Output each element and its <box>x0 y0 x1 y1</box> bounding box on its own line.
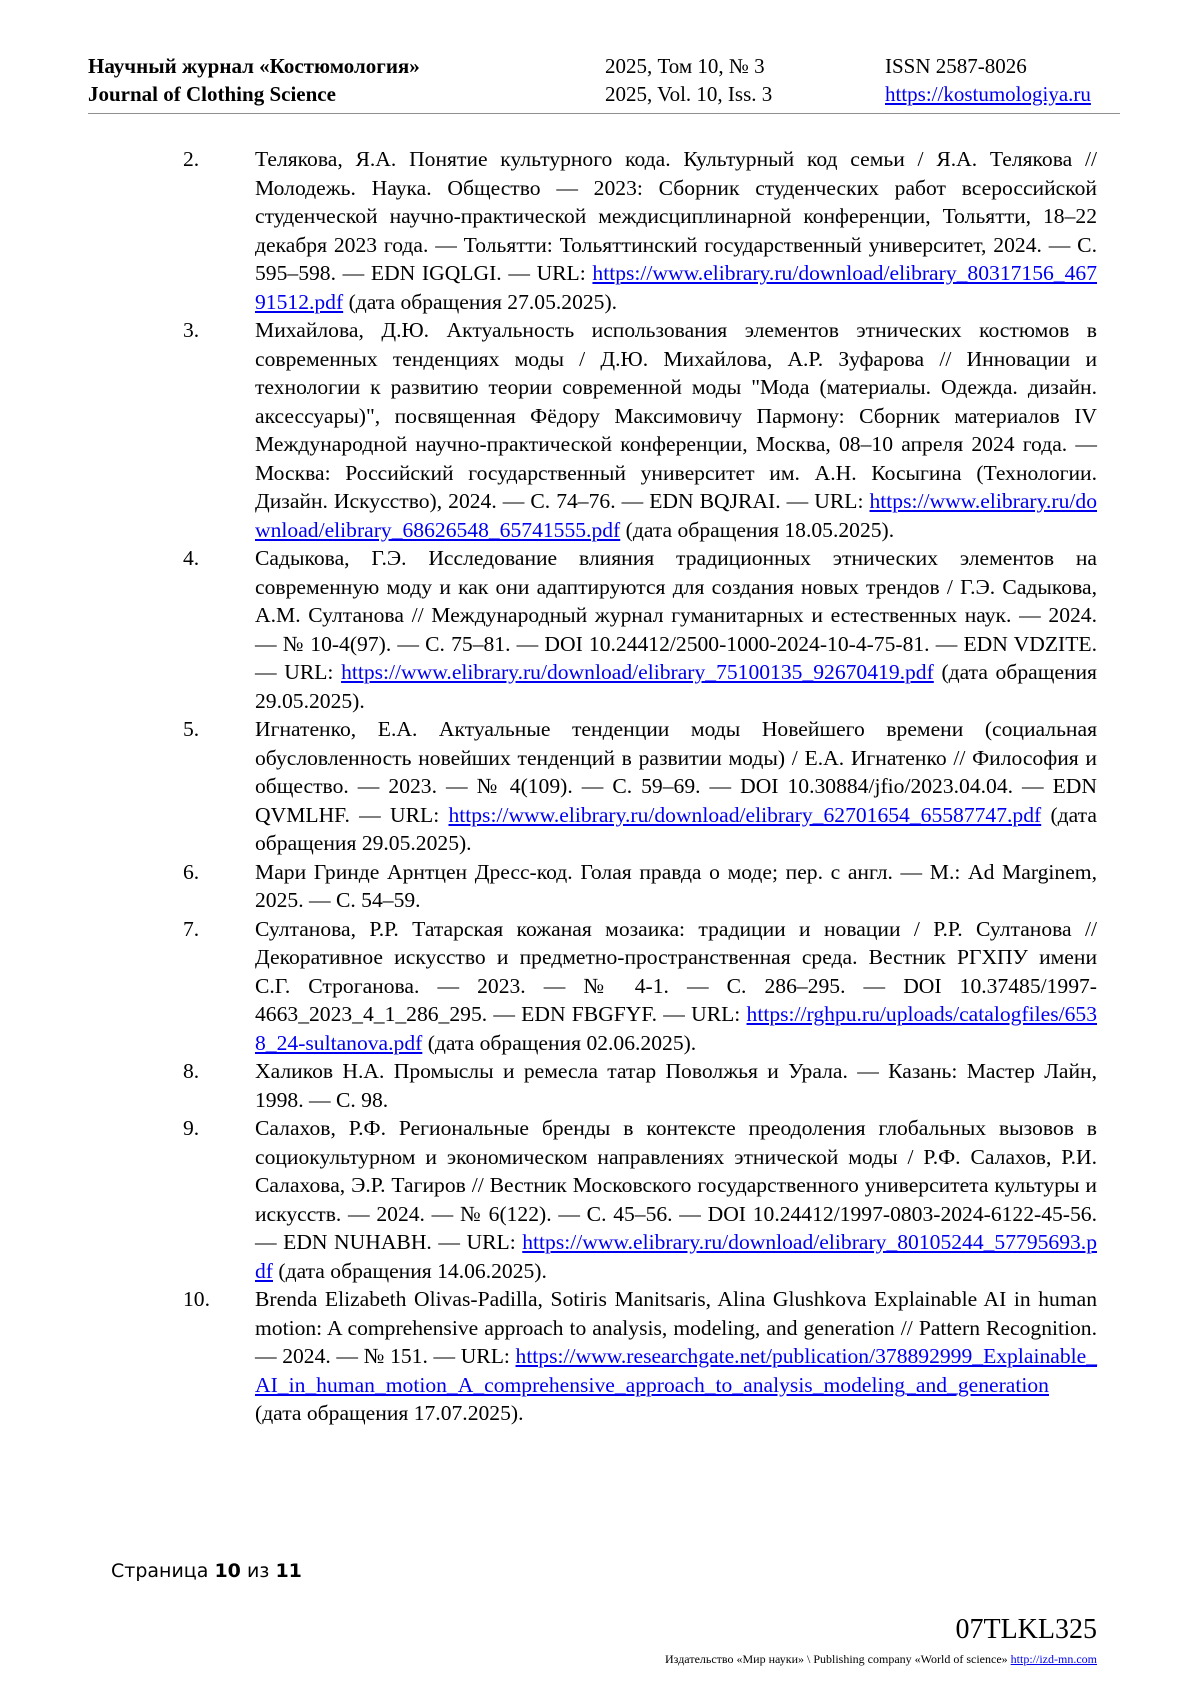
reference-item <box>183 1114 1097 1285</box>
reference-access-date: (дата обращения 29.05.2025). <box>255 802 1097 855</box>
reference-text: Телякова, Я.А. Понятие культурного кода. Культурный код семьи / Я.А. Телякова // Молодежь. Наука. Общество — 2023: Сборник студенческих работ всероссийской студенческой научно-практической междисциплинарной конференции, Тольятти, 18–22 декабря 2023 года. — Тольятти: Тольяттинский государственный университет, 2024. — С. 595–598. — EDN IGQLGI. — URL: <box>255 147 1097 285</box>
reference-access-date: (дата обращения 17.07.2025). <box>255 1401 524 1425</box>
reference-text: Brenda Elizabeth Olivas-Padilla, Sotiris Manitsaris, Alina Glushkova Explainable AI in human motion: A comprehensive approach to analysis, modeling, and generation // Pattern Recognition. — 2024. — № 151. — URL: <box>255 1287 1097 1368</box>
reference-number: 10. <box>183 1287 210 1311</box>
reference-access-date: (дата обращения 02.06.2025). <box>427 1030 697 1055</box>
reference-text: Халиков Н.А. Промыслы и ремесла татар Поволжья и Урала. — Казань: Мастер Лайн, 1998. — С. 98. <box>255 1059 1097 1112</box>
reference-access-date: (дата обращения 29.05.2025). <box>255 660 1097 713</box>
publisher-link[interactable]: http://izd-mn.com <box>1010 1652 1097 1666</box>
reference-text: Садыкова, Г.Э. Исследование влияния традиционных этнических элементов на современную моду и как они адаптируются для создания новых трендов / Г.Э. Садыкова, А.М. Султанова // Международный журнал гуманитарных и естественных наук. — 2024. — № 10-4(97). — С. 75–81. — DOI 10.24412/2500-1000-2024-10-4-75-81. — EDN VDZITE. — URL: <box>255 546 1097 684</box>
article-code: 07TLKL325 <box>955 1614 1097 1645</box>
reference-text: Игнатенко, Е.А. Актуальные тенденции моды Новейшего времени (социальная обусловленность новейших тенденций в развитии моды) / Е.А. Игнатенко // Философия и общество. — 2023. — № 4(109). — С. 59–69. — DOI 10.30884/jfio/2023.04.04. — EDN QVMLHF. — URL: <box>255 717 1097 827</box>
page-counter <box>111 1560 302 1582</box>
issue-info-ru: 2025, Том 10, № 3 <box>605 54 765 78</box>
reference-number: 5. <box>183 717 200 741</box>
journal-title-block <box>88 52 420 108</box>
reference-item <box>183 1285 1097 1428</box>
journal-site-link[interactable]: https://kostumologiya.ru <box>885 82 1091 106</box>
reference-url-link[interactable]: https://www.elibrary.ru/download/elibrary_80317156_46791512.pdf <box>255 261 1097 314</box>
page-current: 10 <box>214 1560 241 1582</box>
reference-text: Мари Гринде Арнтцен Дресс-код. Голая правда о моде; пер. с англ. — М.: Ad Marginem, 2025. — С. 54–59. <box>255 859 1097 912</box>
issue-info-block <box>605 52 772 108</box>
reference-text: Султанова, Р.Р. Татарская кожаная мозаика: традиции и новации / Р.Р. Султанова // Декоративное искусство и предметно-пространственная среда. Вестник РГХПУ имени С.Г. Строганова. — 2023. — № 4-1. — С. 286–295. — DOI 10.37485/1997-4663_2023_4_1_286_295. — EDN FBGFYF. — URL: <box>255 916 1097 1026</box>
reference-item <box>183 858 1097 915</box>
reference-url-link[interactable]: https://www.elibrary.ru/download/elibrary_80105244_57795693.pdf <box>255 1230 1097 1283</box>
reference-item <box>183 544 1097 715</box>
publisher-name: Издательство «Мир науки» \ Publishing company «World of science» <box>665 1652 1008 1666</box>
reference-url-link[interactable]: https://www.researchgate.net/publication/378892999_Explainable_AI_in_human_motion_A_comprehensive_approach_to_analysis_modeling_and_generation <box>255 1344 1097 1397</box>
reference-number: 4. <box>183 546 200 570</box>
reference-item <box>183 915 1097 1058</box>
reference-item <box>183 145 1097 316</box>
reference-url-link[interactable]: https://www.elibrary.ru/download/elibrary_68626548_65741555.pdf <box>255 489 1097 542</box>
reference-number: 3. <box>183 318 200 342</box>
page-word: Страница <box>111 1560 209 1582</box>
reference-text: Михайлова, Д.Ю. Актуальность использования элементов этнических костюмов в современных тенденциях моды / Д.Ю. Михайлова, А.Р. Зуфарова // Инновации и технологии к развитию теории современной моды "Мода (материалы. Одежда. дизайн. аксессуары)", посвященная Фёдору Максимовичу Пармону: Сборник материалов IV Международной научно-практической конференции, Москва, 08–10 апреля 2024 года. — Москва: Российский государственный университет им. А.Н. Косыгина (Технологии. Дизайн. Искусство), 2024. — С. 74–76. — EDN BQJRAI. — URL: <box>255 318 1097 513</box>
reference-url-link[interactable]: https://www.elibrary.ru/download/elibrary_62701654_65587747.pdf <box>448 802 1042 827</box>
reference-access-date: (дата обращения 27.05.2025). <box>348 289 618 314</box>
reference-number: 7. <box>183 916 200 941</box>
reference-number: 2. <box>183 147 200 171</box>
reference-url-link[interactable]: https://www.elibrary.ru/download/elibrary_75100135_92670419.pdf <box>341 660 934 684</box>
reference-list <box>183 145 1097 1428</box>
reference-access-date: (дата обращения 18.05.2025). <box>625 517 895 542</box>
header-divider <box>88 113 1120 114</box>
journal-header <box>88 52 1120 114</box>
issn-block <box>885 52 1091 108</box>
reference-url-link[interactable]: https://rghpu.ru/uploads/catalogfiles/6538_24-sultanova.pdf <box>255 1002 1097 1055</box>
reference-number: 6. <box>183 859 200 884</box>
reference-number: 9. <box>183 1116 200 1140</box>
reference-text: Салахов, Р.Ф. Региональные бренды в контексте преодоления глобальных вызовов в социокультурном и экономическом направлениях этнической моды / Р.Ф. Салахов, Р.И. Салахова, Э.Р. Тагиров // Вестник Московского государственного университета культуры и искусств. — 2024. — № 6(122). — С. 45–56. — DOI 10.24412/1997-0803-2024-6122-45-56. — EDN NUHABH. — URL: <box>255 1116 1097 1254</box>
page-total: 11 <box>275 1560 302 1582</box>
journal-title-en: Journal of Clothing Science <box>88 82 336 106</box>
reference-number: 8. <box>183 1059 200 1083</box>
issue-info-en: 2025, Vol. 10, Iss. 3 <box>605 82 773 106</box>
page-of: из <box>246 1560 270 1582</box>
publisher-line <box>665 1652 1097 1667</box>
issn: ISSN 2587-8026 <box>885 54 1027 78</box>
reference-item <box>183 1057 1097 1114</box>
reference-item <box>183 316 1097 544</box>
journal-title-ru: Научный журнал «Костюмология» <box>88 54 420 78</box>
reference-access-date: (дата обращения 14.06.2025). <box>278 1258 547 1283</box>
reference-item <box>183 715 1097 858</box>
